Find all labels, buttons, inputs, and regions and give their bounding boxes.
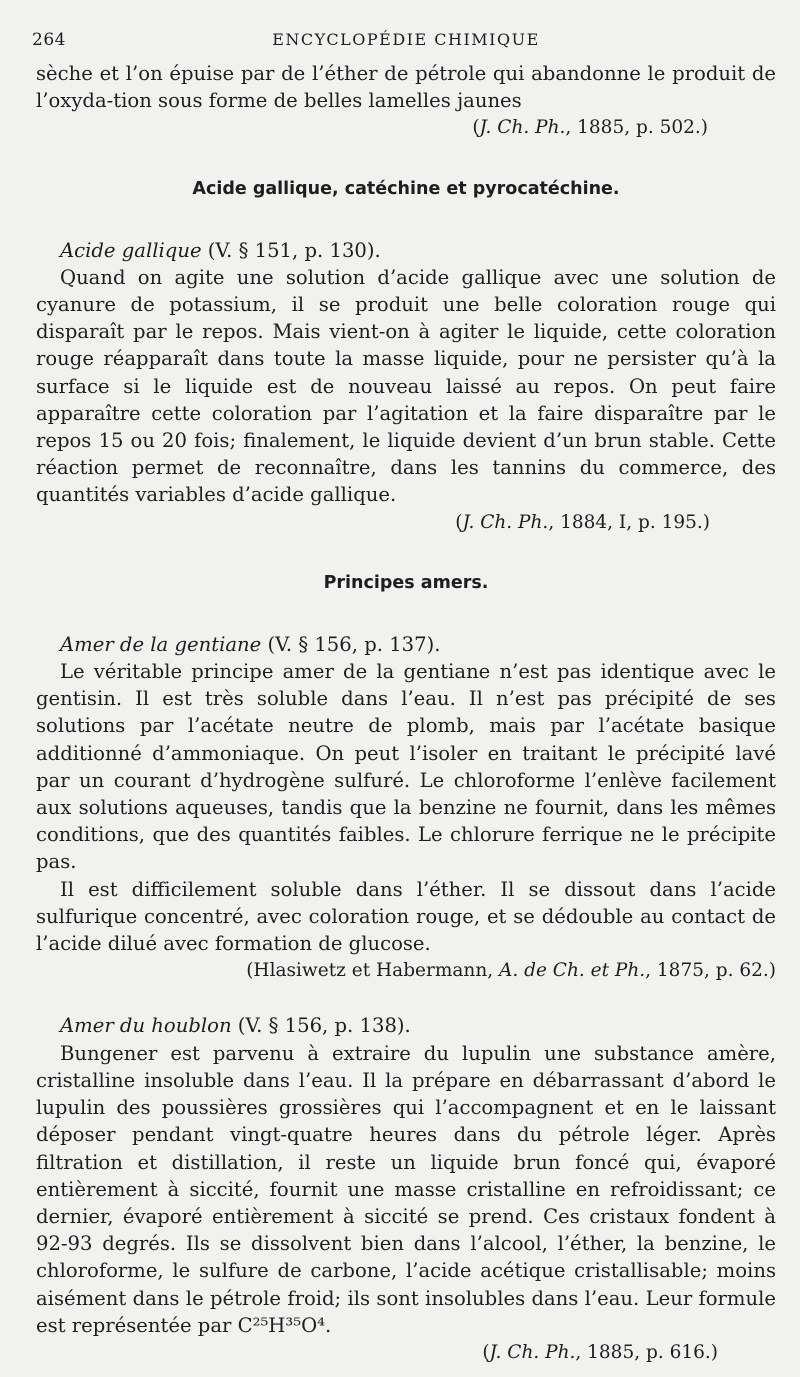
intro-reference: (J. Ch. Ph., 1885, p. 502.)	[472, 117, 708, 139]
subhead-italic: Amer du houblon	[60, 1014, 232, 1038]
ref-details: , 1875, p. 62.)	[645, 960, 776, 982]
subhead-houblon	[36, 1012, 776, 1039]
running-header	[32, 30, 776, 60]
ref-journal: A. de Ch. et Ph.	[499, 960, 646, 982]
subhead-acide-gallique	[36, 237, 776, 264]
book-page	[32, 30, 776, 1366]
ref-authors: (Hlasiwetz et Habermann,	[246, 960, 499, 982]
chemical-formula: C²⁵H³⁵O⁴.	[237, 1313, 332, 1337]
ref-details: , 1884, I, p. 195.)	[548, 511, 710, 533]
gallique-reference: (J. Ch. Ph., 1884, I, p. 195.)	[455, 511, 710, 533]
ref-journal: J. Ch. Ph.	[479, 117, 566, 139]
running-title: ENCYCLOPÉDIE CHIMIQUE	[272, 30, 540, 49]
ref-journal: J. Ch. Ph.	[462, 511, 549, 533]
section-title-amers: Principes amers.	[323, 572, 489, 593]
gentiane-paragraph-2: Il est difficilement soluble dans l’éther. Il se dissout dans l’acide sulfurique concentré, avec coloration rouge, et se dédouble au contact de l’acide dilué avec formation de glucose.	[36, 877, 776, 956]
gentiane-reference	[36, 957, 776, 984]
houblon-paragraph	[36, 1040, 776, 1339]
page-number: 264	[32, 30, 66, 50]
ref-details: , 1885, p. 616.)	[575, 1341, 718, 1363]
subhead-ref: (V. § 156, p. 138).	[231, 1014, 411, 1038]
houblon-reference: (J. Ch. Ph., 1885, p. 616.)	[482, 1341, 718, 1363]
subhead-italic: Amer de la gentiane	[60, 632, 262, 656]
section-title-gallique: Acide gallique, catéchine et pyrocatéchine.	[192, 178, 620, 199]
subhead-ref: (V. § 156, p. 137).	[261, 632, 441, 656]
houblon-text: Bungener est parvenu à extraire du lupulin une substance amère, cristalline insoluble dans l’eau. Il la prépare en débarrassant d’abord le lupulin des poussières grossières qui l’accompagnent et en le laissant déposer pendant vingt-quatre heures dans du pétrole léger. Après filtration et distillation, il reste un liquide brun foncé qui, évaporé entièrement à siccité, fournit une masse cristalline en refroidissant; ce dernier, évaporé entièrement à siccité se prend. Ces cristaux fondent à 92-93 degrés. Ils se dissolvent bien dans l’alcool, l’éther, la benzine, le chloroforme, le sulfure de carbone, l’acide acétique cristallisable; moins aisément dans le pétrole froid; ils sont insolubles dans l’eau. Leur formule est représentée par	[36, 1041, 776, 1337]
subhead-ref: (V. § 151, p. 130).	[201, 238, 381, 262]
ref-journal: J. Ch. Ph.	[489, 1341, 576, 1363]
ref-details: , 1885, p. 502.)	[565, 117, 708, 139]
subhead-italic: Acide gallique	[60, 238, 202, 262]
gentiane-paragraph-1: Le véritable principe amer de la gentiane n’est pas identique avec le gentisin. Il est très soluble dans l’eau. Il n’est pas précipité de ses solutions par l’acétate neutre de plomb, mais par l’acétate basique additionné d’ammoniaque. On peut l’isoler en traitant le précipité lavé par un courant d’hydrogène sulfuré. Le chloroforme l’enlève facilement aux solutions aqueuses, tandis que la benzine ne fournit, dans les mêmes conditions, que des quantités faibles. Le chlorure ferrique ne le précipite pas.	[36, 660, 776, 874]
intro-paragraph: sèche et l’on épuise par de l’éther de pétrole qui abandonne le produit de l’oxyda-tion sous forme de belles lamelles jaunes	[36, 62, 776, 113]
gallique-paragraph: Quand on agite une solution d’acide gallique avec une solution de cyanure de potassium, il se produit une belle coloration rouge qui disparaît par le repos. Mais vient-on à agiter le liquide, cette coloration rouge réapparaît dans toute la masse liquide, pour ne persister qu’à la surface si le liquide est de nouveau laissé au repos. On peut faire apparaître cette coloration par l’agitation et la faire disparaître par le repos 15 ou 20 fois; finalement, le liquide devient d’un brun stable. Cette réaction permet de reconnaître, dans les tannins du commerce, des quantités variables d’acide gallique.	[36, 265, 776, 507]
subhead-gentiane	[36, 631, 776, 658]
